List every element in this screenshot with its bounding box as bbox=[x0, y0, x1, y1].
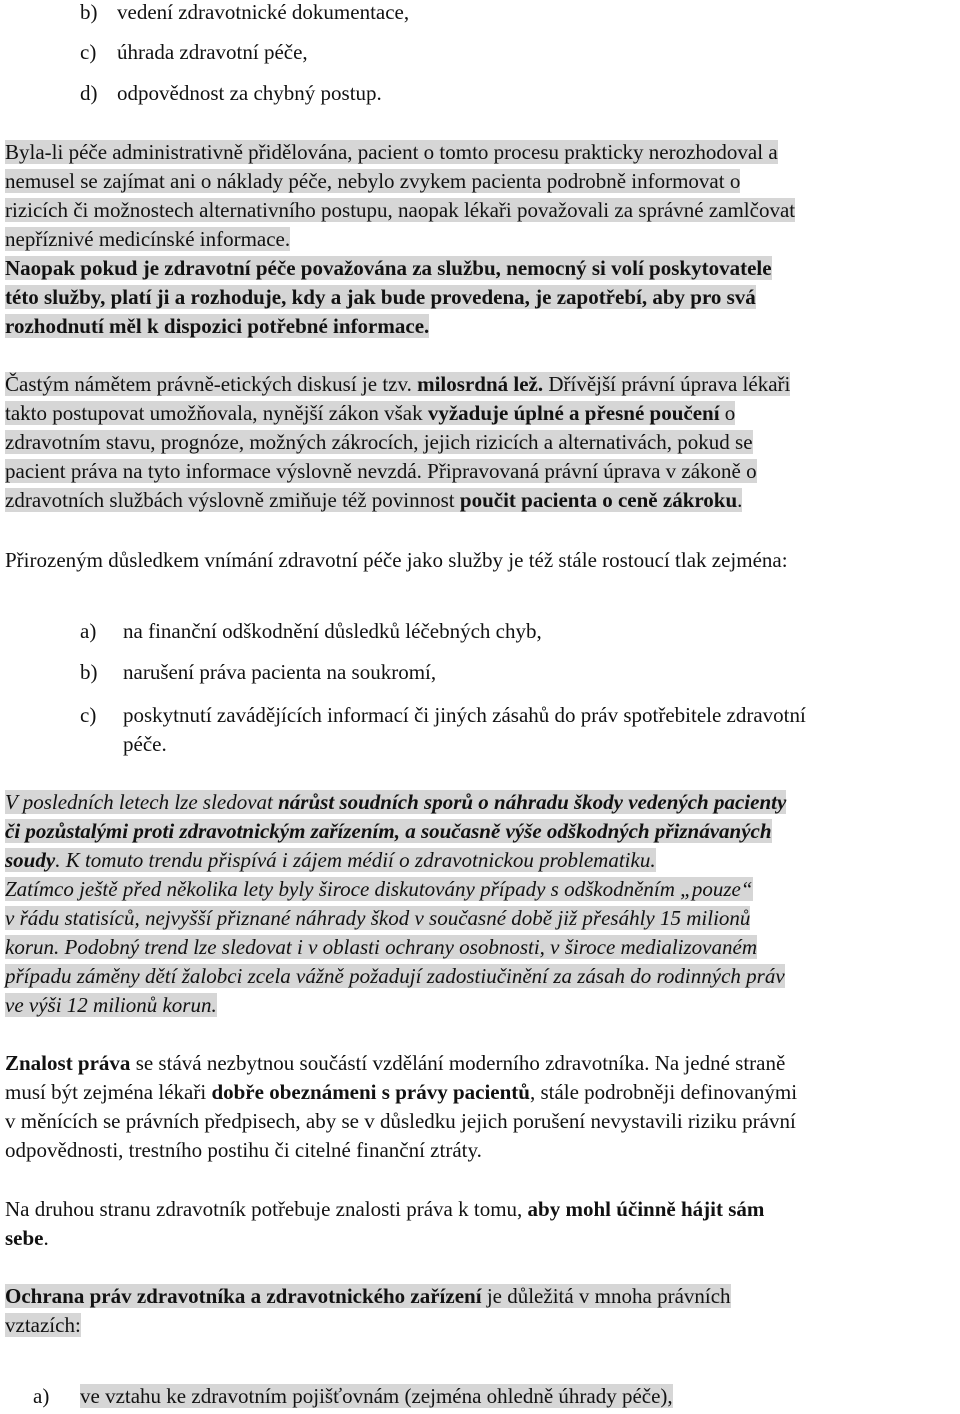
text-run: případu záměny dětí žalobci zcela vážně požadují zadostiučinění za zásah do rodinných práv bbox=[5, 964, 785, 988]
text-run: Zatímco ještě před několika lety byly široce diskutovány případy s odškodněním „pouze“ bbox=[5, 877, 753, 901]
list-label: c) bbox=[80, 40, 97, 64]
text-run: Dřívější právní úprava lékaři bbox=[543, 372, 791, 396]
list-text: narušení práva pacienta na soukromí, bbox=[123, 660, 437, 684]
text-run: vztazích: bbox=[5, 1313, 81, 1337]
paragraph-line bbox=[5, 399, 735, 427]
list-text: ve vztahu ke zdravotním pojišťovnám (zejména ohledně úhrady péče), bbox=[80, 1384, 673, 1408]
paragraph-line bbox=[5, 904, 750, 932]
list-text: péče. bbox=[123, 732, 167, 756]
text-run: . K tomuto trendu přispívá i zájem médií o zdravotnickou problematiku. bbox=[55, 848, 656, 872]
paragraph-line bbox=[5, 167, 740, 195]
text-run: musí být zejména lékaři bbox=[5, 1080, 212, 1104]
paragraph-line bbox=[5, 1224, 49, 1252]
paragraph-line bbox=[5, 991, 217, 1019]
list-text: úhrada zdravotní péče, bbox=[117, 40, 308, 64]
list-item bbox=[80, 38, 308, 66]
list-label: b) bbox=[80, 660, 98, 684]
paragraph-line bbox=[5, 788, 786, 816]
text-run: Častým námětem právně-etických diskusí je tzv. bbox=[5, 372, 418, 396]
paragraph-line bbox=[5, 312, 429, 340]
paragraph-line bbox=[5, 457, 757, 485]
list-item bbox=[80, 79, 382, 107]
paragraph-line bbox=[5, 1049, 785, 1077]
paragraph-line bbox=[5, 1195, 764, 1223]
text-run-bold: Ochrana práv zdravotníka a zdravotnického zařízení bbox=[5, 1284, 482, 1308]
text-run: o bbox=[719, 401, 736, 425]
list-text: na finanční odškodnění důsledků léčebných chyb, bbox=[123, 619, 542, 643]
text-run: této služby, platí ji a rozhoduje, kdy a jak bude provedena, je zapotřebí, aby pro svá bbox=[5, 285, 756, 309]
text-run-bold: Znalost práva bbox=[5, 1051, 131, 1075]
paragraph-line bbox=[5, 962, 785, 990]
text-run: Na druhou stranu zdravotník potřebuje znalosti práva k tomu, bbox=[5, 1197, 528, 1221]
paragraph-line bbox=[5, 428, 753, 456]
text-run-bold: aby mohl účinně hájit sám bbox=[527, 1197, 765, 1221]
list-label: d) bbox=[80, 81, 98, 105]
text-run: je důležitá v mnoha právních bbox=[481, 1284, 731, 1308]
text-run: odpovědnosti, trestního postihu či citelné finanční ztráty. bbox=[5, 1138, 482, 1162]
paragraph-line bbox=[5, 196, 795, 224]
text-run-bold: nárůst soudních sporů o náhradu škody vedených pacienty bbox=[278, 790, 787, 814]
list-item bbox=[80, 658, 436, 686]
text-run-bold: milosrdná lež. bbox=[417, 372, 544, 396]
list-label: a) bbox=[80, 619, 97, 643]
text-run: pacient práva na tyto informace výslovně nevzdá. Připravovaná právní úprava v zákoně o bbox=[5, 459, 757, 483]
paragraph-line bbox=[5, 817, 772, 845]
paragraph-line bbox=[5, 225, 290, 253]
paragraph-line bbox=[5, 846, 656, 874]
list-item bbox=[80, 701, 806, 729]
paragraph-line bbox=[5, 486, 742, 514]
text-run: Byla-li péče administrativně přidělována, pacient o tomto procesu prakticky nerozhodoval a bbox=[5, 140, 778, 164]
paragraph-line bbox=[5, 1282, 731, 1310]
list-label: c) bbox=[80, 703, 97, 727]
text-run: nepříznivé medicínské informace. bbox=[5, 227, 291, 251]
text-run: takto postupovat umožňovala, nynější zákon však bbox=[5, 401, 428, 425]
text-run: rizicích či možnostech alternativního postupu, naopak lékaři považovali za správné zamlčovat bbox=[5, 198, 796, 222]
text-run: v řádu statisíců, nejvyšší přiznané náhrady škod v současné době již přesáhly 15 milionů bbox=[5, 906, 751, 930]
paragraph-line bbox=[5, 1107, 796, 1135]
paragraph-line bbox=[5, 1078, 797, 1106]
text-run-bold: dobře obeznámeni s právy pacientů bbox=[211, 1080, 530, 1104]
paragraph-line bbox=[5, 254, 772, 282]
text-run: , stále podrobněji definovanými bbox=[529, 1080, 798, 1104]
text-run: ve výši 12 milionů korun. bbox=[5, 993, 217, 1017]
paragraph-line bbox=[5, 1311, 81, 1339]
list-text: poskytnutí zavádějících informací či jiných zásahů do práv spotřebitele zdravotní bbox=[123, 703, 806, 727]
paragraph-line bbox=[5, 875, 753, 903]
text-run: zdravotních službách výslovně zmiňuje též povinnost bbox=[5, 488, 460, 512]
list-item bbox=[33, 1382, 673, 1410]
text-run: rozhodnutí měl k dispozici potřebné informace. bbox=[5, 314, 430, 338]
text-run: korun. Podobný trend lze sledovat i v oblasti ochrany osobnosti, v široce medializovaném bbox=[5, 935, 757, 959]
text-run: se stává nezbytnou součástí vzdělání moderního zdravotníka. Na jedné straně bbox=[130, 1051, 786, 1075]
list-label: b) bbox=[80, 0, 98, 24]
list-label: a) bbox=[33, 1384, 50, 1408]
text-run-bold: sebe bbox=[5, 1226, 44, 1250]
text-run-bold: soudy bbox=[5, 848, 56, 872]
paragraph-line bbox=[5, 283, 756, 311]
text-run: V posledních letech lze sledovat bbox=[5, 790, 279, 814]
text-run-bold: či pozůstalými proti zdravotnickým zařízením, a současně výše odškodných přiznávaných bbox=[5, 819, 772, 843]
text-run-bold: poučit pacienta o ceně zákroku bbox=[459, 488, 738, 512]
paragraph-line bbox=[5, 370, 790, 398]
text-run-bold: vyžaduje úplné a přesné poučení bbox=[427, 401, 720, 425]
paragraph-line bbox=[5, 546, 788, 574]
text-run: . bbox=[43, 1226, 49, 1250]
list-item-continuation bbox=[123, 730, 167, 758]
list-text: vedení zdravotnické dokumentace, bbox=[117, 0, 410, 24]
text-run: zdravotním stavu, prognóze, možných zákrocích, jejich rizicích a alternativách, pokud se bbox=[5, 430, 753, 454]
text-run: nemusel se zajímat ani o náklady péče, nebylo zvykem pacienta podrobně informovat o bbox=[5, 169, 741, 193]
text-run: v měnících se právních předpisech, aby se v důsledku jejich porušení nevystavili riziku právní bbox=[5, 1109, 796, 1133]
text-run: . bbox=[737, 488, 743, 512]
paragraph-line bbox=[5, 138, 778, 166]
paragraph-line bbox=[5, 933, 757, 961]
text-run: Naopak pokud je zdravotní péče považována za službu, nemocný si volí poskytovatele bbox=[5, 256, 772, 280]
paragraph-line bbox=[5, 1136, 482, 1164]
list-text: odpovědnost za chybný postup. bbox=[117, 81, 382, 105]
list-item bbox=[80, 617, 542, 645]
list-item bbox=[80, 0, 409, 26]
text-run: Přirozeným důsledkem vnímání zdravotní péče jako služby je též stále rostoucí tlak zejména: bbox=[5, 548, 788, 572]
